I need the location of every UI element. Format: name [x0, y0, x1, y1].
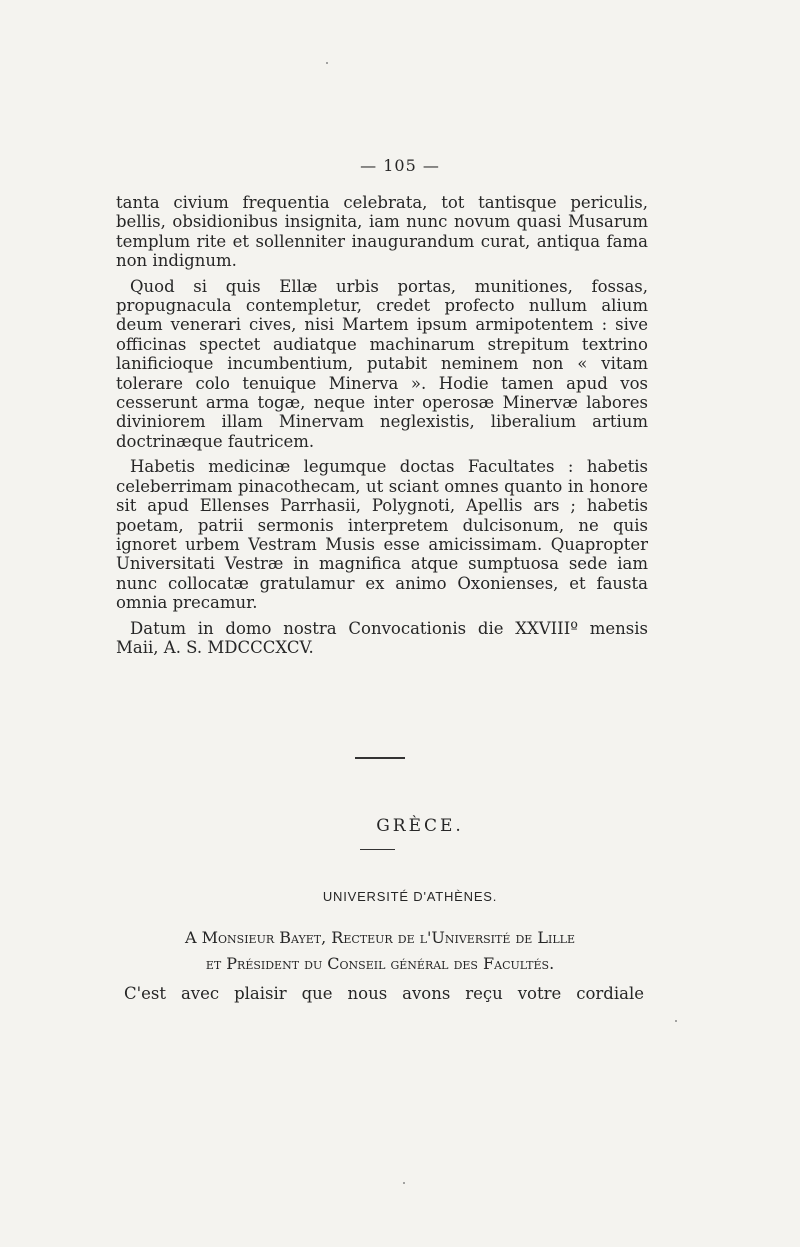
address-line: A Monsieur Bayet, Recteur de l'Université de Lille — [185, 928, 575, 947]
paragraph: Quod si quis Ellæ urbis portas, munitiones, fossas, propugnacula contempletur, credet profecto nullum alium deum venerari cives, nisi Martem ipsum armipotentem : sive officinas spectet audiatque machinarum strepitum textrino lanificioque incumbentium, putabit neminem non « vitam tolerare colo tenuique Minerva ». Hodie tamen apud vos cesserunt arma togæ, neque inter operosæ Minervæ labores diviniorem illam Minervam neglexistis, liberalium artium doctrinæque fautricem. — [116, 276, 648, 451]
page-number: — 105 — — [360, 156, 440, 175]
paragraph: Habetis medicinæ legumque doctas Facultates : habetis celeberrimam pinacothecam, ut sciant omnes quanto in honore sit apud Ellenses Parrhasii, Polygnoti, Apellis ars ; habetis poetam, patrii sermonis interpretem dulcisonum, ne quis ignoret urbem Vestram Musis esse amicissimam. Quapropter Universitati Vestræ in magnifica atque sumptuosa sede iam nunc collocatæ gratulamur ex animo Oxonienses, et fausta omnia precamur. — [116, 457, 648, 613]
letter-address — [100, 925, 660, 977]
print-speck — [675, 1020, 677, 1022]
paragraph: Datum in domo nostra Convocationis die XXVIIIº mensis Maii, A. S. MDCCCXCV. — [116, 618, 648, 657]
title-underline — [360, 849, 395, 850]
latin-letter-body — [116, 193, 648, 663]
university-heading: UNIVERSITÉ D'ATHÈNES. — [322, 889, 498, 904]
print-speck — [403, 1182, 405, 1184]
section-title: GRÈCE. — [376, 816, 464, 836]
paragraph: tanta civium frequentia celebrata, tot tantisque periculis, bellis, obsidionibus insignita, iam nunc novum quasi Musarum templum rite et sollenniter inaugurandum curat, antiqua fama non indignum. — [116, 193, 648, 271]
print-speck — [326, 62, 328, 64]
letter-opening-line: C'est avec plaisir que nous avons reçu votre cordiale — [124, 984, 644, 1003]
address-line: et Président du Conseil général des Facultés. — [205, 954, 555, 973]
section-divider — [355, 757, 405, 759]
